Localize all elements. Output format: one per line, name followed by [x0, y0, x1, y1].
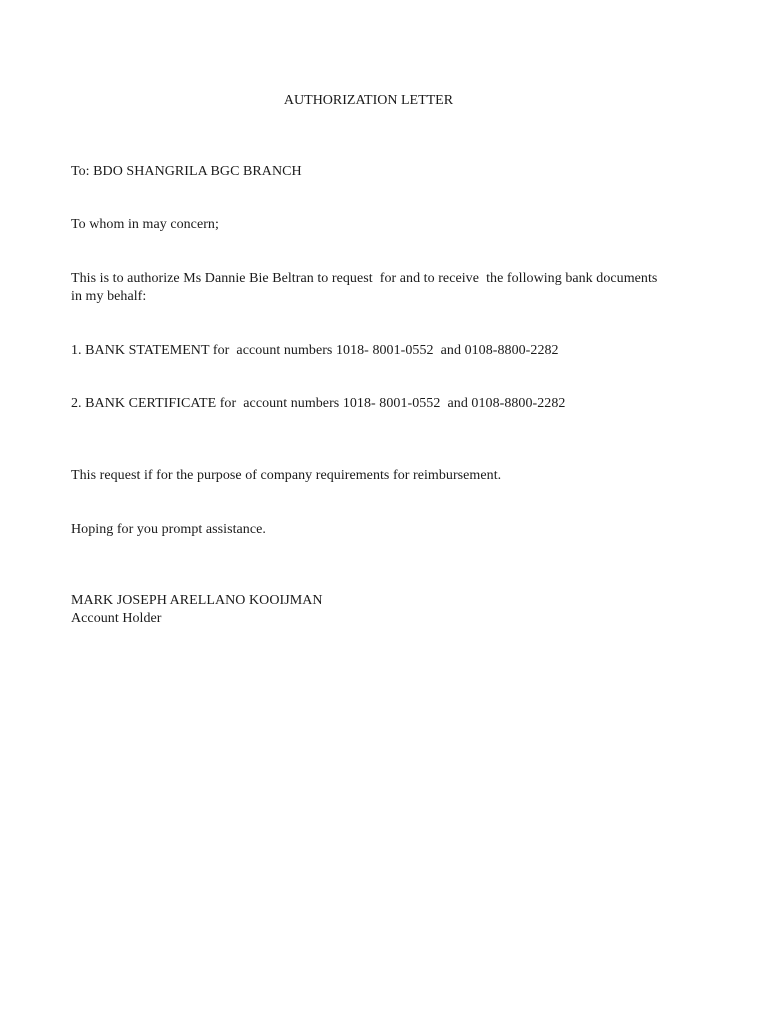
salutation: To whom in may concern;: [71, 217, 219, 232]
body-line-2: in my behalf:: [71, 289, 147, 304]
document-item-1: 1. BANK STATEMENT for account numbers 1018- 8001-0552 and 0108-8800-2282: [71, 343, 559, 358]
purpose-statement: This request if for the purpose of company requirements for reimbursement.: [71, 468, 502, 483]
document-item-2: 2. BANK CERTIFICATE for account numbers 1018- 8001-0552 and 0108-8800-2282: [71, 396, 566, 411]
closing-line: Hoping for you prompt assistance.: [71, 522, 266, 537]
letter-title: AUTHORIZATION LETTER: [283, 93, 454, 108]
signatory-title: Account Holder: [71, 611, 162, 626]
body-line-1: This is to authorize Ms Dannie Bie Beltran to request for and to receive the following bank documents: [71, 271, 658, 286]
recipient-line: To: BDO SHANGRILA BGC BRANCH: [71, 164, 302, 179]
signatory-name: MARK JOSEPH ARELLANO KOOIJMAN: [71, 593, 323, 608]
